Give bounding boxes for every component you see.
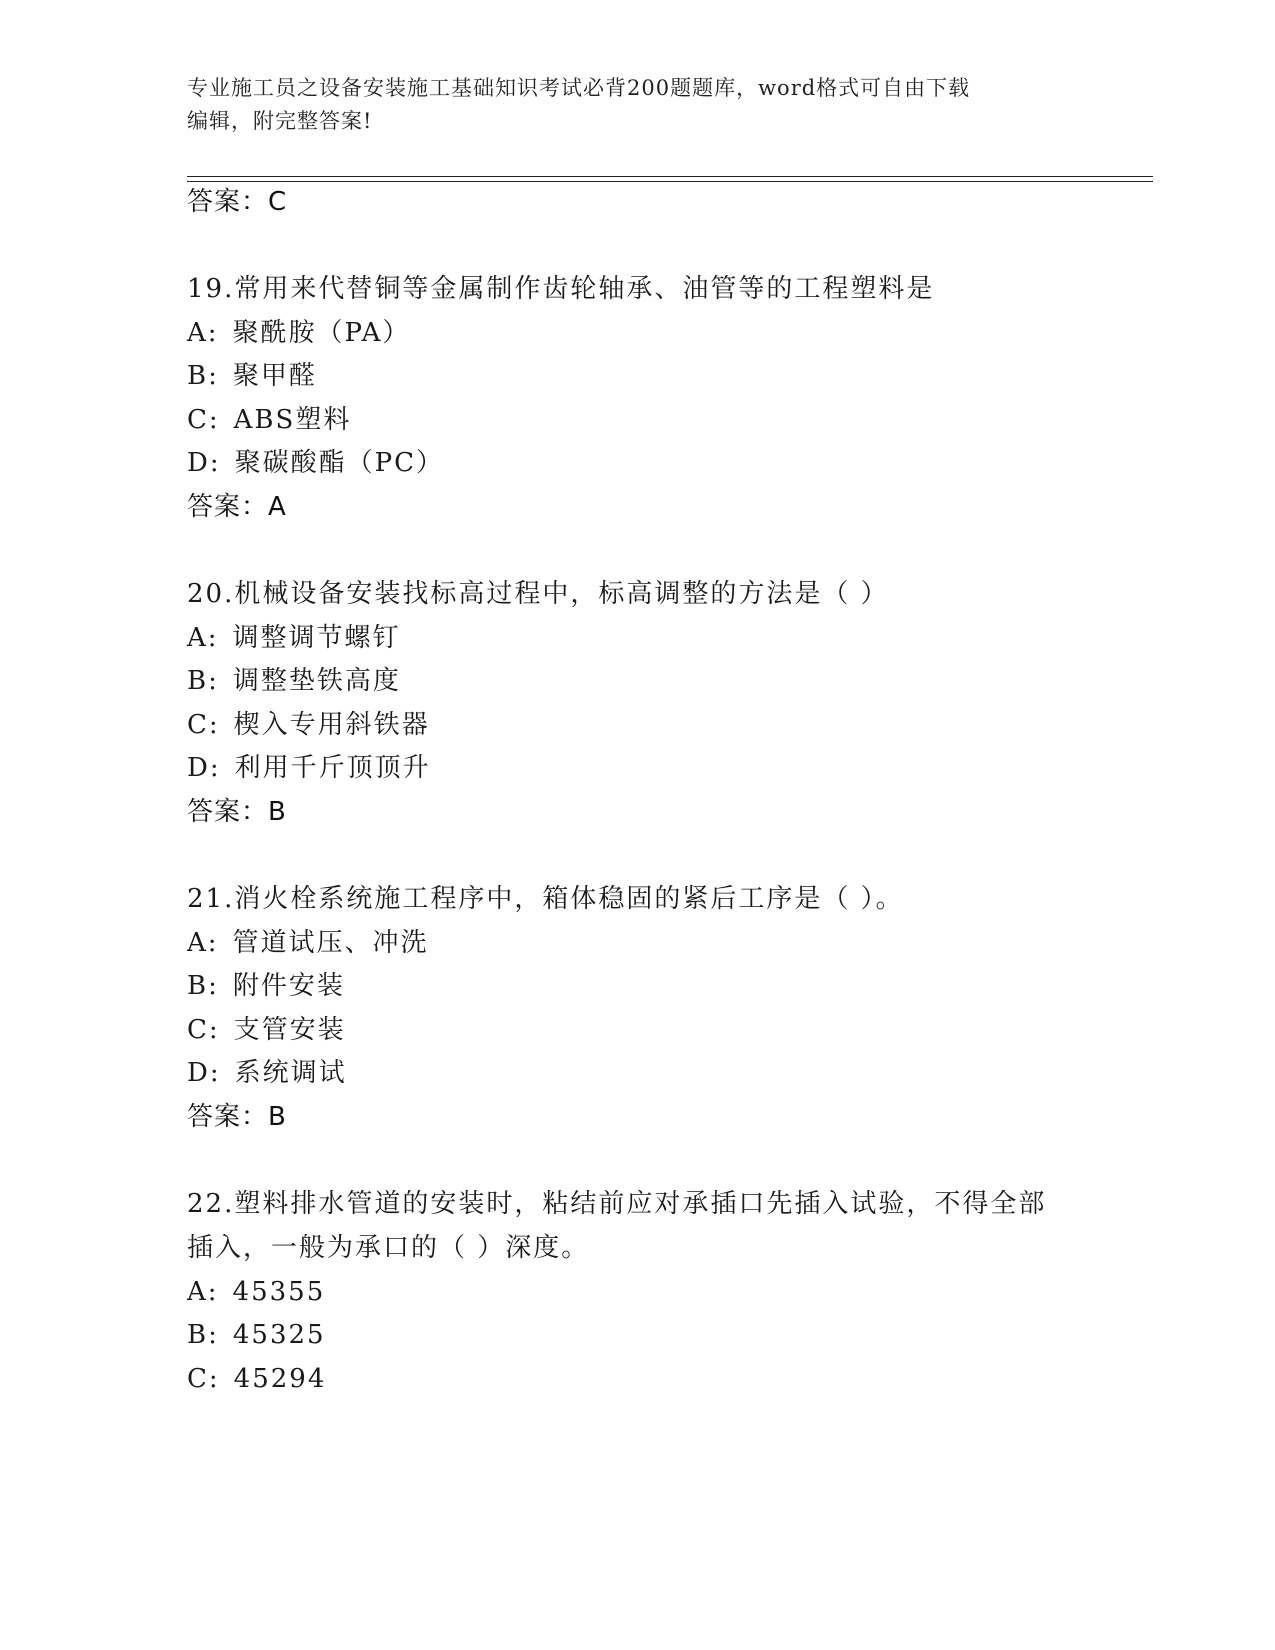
option-letter: B: <box>187 361 219 391</box>
option-letter: C: <box>187 1364 220 1394</box>
option-text: 调整垫铁高度 <box>232 666 401 696</box>
header-divider-bottom <box>187 181 1153 182</box>
option-text: 楔入专用斜铁器 <box>233 710 430 740</box>
option-letter: D: <box>187 1058 221 1088</box>
question-stem: 21.消火栓系统施工程序中，箱体稳固的紧后工序是（ ）。 <box>187 884 904 914</box>
option-d <box>187 447 444 479</box>
question-answer: 答案：A <box>187 492 287 522</box>
option-letter: C: <box>187 1015 220 1045</box>
option-c <box>187 1014 346 1046</box>
option-letter: D: <box>187 448 221 478</box>
question-answer: 答案：B <box>187 1102 287 1132</box>
option-a <box>187 317 410 349</box>
question-stem-line-2: 插入，一般为承口的（ ）深度。 <box>187 1233 590 1263</box>
option-b <box>187 970 345 1002</box>
option-d <box>187 752 431 784</box>
option-text: 聚碳酸酯（PC） <box>234 448 444 478</box>
option-a <box>187 622 401 654</box>
header-line-1: 专业施工员之设备安装施工基础知识考试必背200题题库，word格式可自由下载 <box>187 76 971 100</box>
option-letter: B: <box>187 666 219 696</box>
option-b <box>187 1319 326 1351</box>
option-c <box>187 1363 326 1395</box>
option-d <box>187 1057 347 1089</box>
option-text: 支管安装 <box>233 1015 346 1045</box>
option-b <box>187 665 401 697</box>
header-text <box>187 72 1067 138</box>
option-letter: B: <box>187 1320 219 1350</box>
option-text: 调整调节螺钉 <box>232 623 401 653</box>
option-letter: A: <box>187 623 219 653</box>
option-text: 系统调试 <box>234 1058 347 1088</box>
question-stem: 19.常用来代替铜等金属制作齿轮轴承、油管等的工程塑料是 <box>187 274 935 304</box>
option-b <box>187 360 317 392</box>
previous-answer: 答案：C <box>187 187 288 217</box>
option-a <box>187 1276 325 1308</box>
option-text: 45294 <box>233 1364 327 1394</box>
option-letter: D: <box>187 753 221 783</box>
option-letter: A: <box>187 928 219 958</box>
header-divider-top <box>187 176 1153 177</box>
option-text: 利用千斤顶顶升 <box>234 753 431 783</box>
option-letter: C: <box>187 405 220 435</box>
option-text: 聚甲醛 <box>232 361 317 391</box>
option-text: 管道试压、冲洗 <box>232 928 429 958</box>
question-answer: 答案：B <box>187 797 287 827</box>
option-letter: A: <box>187 318 219 348</box>
option-text: 45355 <box>232 1277 326 1307</box>
option-text: 45325 <box>232 1320 326 1350</box>
option-text: 附件安装 <box>232 971 345 1001</box>
option-c <box>187 709 430 741</box>
option-text: 聚酰胺（PA） <box>232 318 411 348</box>
option-letter: B: <box>187 971 219 1001</box>
option-letter: C: <box>187 710 220 740</box>
option-text: ABS塑料 <box>233 405 352 435</box>
option-c <box>187 404 351 436</box>
option-a <box>187 927 429 959</box>
option-letter: A: <box>187 1277 219 1307</box>
question-stem: 20.机械设备安装找标高过程中，标高调整的方法是（ ） <box>187 579 889 609</box>
question-stem-line-1: 22.塑料排水管道的安装时，粘结前应对承插口先插入试验，不得全部 <box>187 1189 1047 1219</box>
header-line-2: 编辑，附完整答案! <box>187 109 373 133</box>
